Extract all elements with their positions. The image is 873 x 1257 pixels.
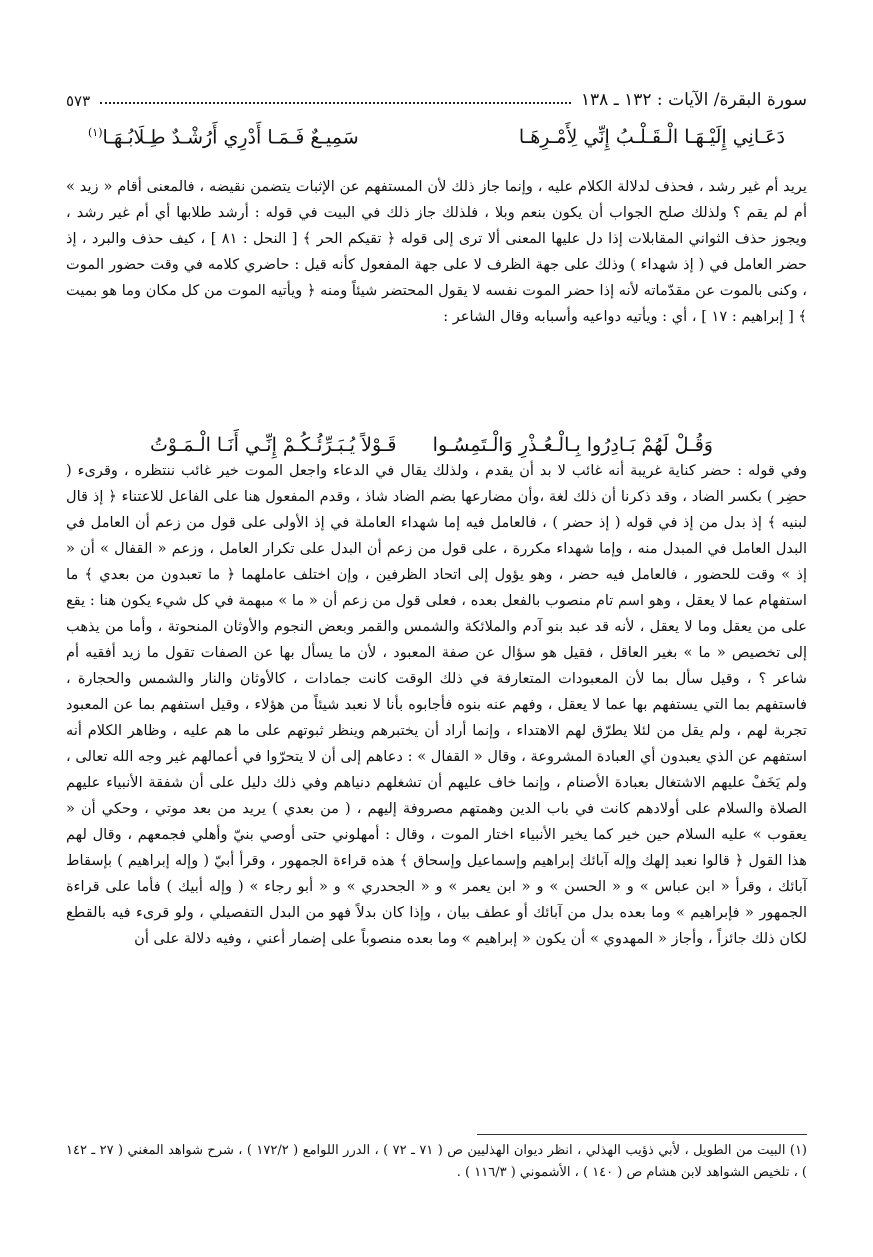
surah-title: سورة البقرة/ الآيات : ١٣٢ ـ ١٣٨ [580, 90, 807, 110]
leader-dots [100, 102, 571, 104]
body-paragraph-2: وفي قوله : حضر كناية غريبة أنه غائب لا بد أن يقدم ، ولذلك يقال في الدعاء واجعل الموت خير غائب ننتظره ، وقرىء ( حضِر ) بكسر الضاد ، وقد ذكرنا أن ذلك لغة ،وأن مضارعها بضم الضاد شاذ ، وقدم المفعول هنا على الفاعل للاعتناء ﴿ إذ قال لبنيه ﴾ إذ بدل من إذ في قوله ( إذ حضر ) ، فالعامل فيه إما شهداء العاملة في إذ الأولى على قول من زعم أن العامل في البدل العامل في المبدل منه ، وإما شهداء مكررة ، على قول من زعم أن البدل على تكرار العامل ، وزعم « القفال » أن « إذ » وقت للحضور ، فالعامل فيه حضر ، وهو يؤول إلى اتحاد الظرفين ، وإن اختلف عاملهما ﴿ ما تعبدون من بعدي ﴾ ما استفهام عما لا يعقل ، وهو اسم تام منصوب بالفعل بعده ، فعلى قول من زعم أن « ما » مبهمة في كل شيء يكون هنا : يقع على من يعقل وما لا يعقل ، لأنه قد عبد بنو آدم والملائكة والشمس والقمر وبعض النجوم والأوثان المنحوتة ، وأما من يذهب إلى تخصيص « ما » بغير العاقل ، فقيل هو سؤال عن صفة المعبود ، لأن ما يسأل بها عن الصفات تقول ما زيد أفقيه أم شاعر ؟ ، وقيل سأل بما لأن المعبودات المتعارفة في ذلك الوقت كانت جمادات ، كالأوثان والنار والشمس والحجارة ، فاستفهم بما التي يستفهم بها عما لا يعقل ، وفهم عنه بنوه فأجابوه بأنا لا نعبد شيئاً من هؤلاء ، وقيل استفهم بما عن المعبود تجربة لهم ، ولم يقل من لئلا يطرّق لهم الاهتداء ، وإنما أراد أن يختبرهم وينظر ثبوتهم على ما هم عليه ، وظاهر الكلام أنه استفهم عن الذي يعبدون أي العبادة المشروعة ، وقال « القفال » : دعاهم إلى أن لا يتحرّوا في أعمالهم غير وجه الله تعالى ، ولم يَخَفْ عليهم الاشتغال بعبادة الأصنام ، وإنما خاف عليهم أن تشغلهم دنياهم وفي ذلك دليل على أن شفقة الأنبياء عليهم الصلاة والسلام على أولادهم كانت في باب الدين وهمتهم مصروفة إليهم ، ( من بعدي ) يريد من بعد موتي ، وحكي أن « يعقوب » عليه السلام حين خير كما يخير الأنبياء اختار الموت ، وقال : أمهلوني حتى أوصي بنيّ وأهلي فجمعهم ، وقال لهم هذا القول ﴿ قالوا نعبد إلهك وإله آبائك إبراهيم وإسماعيل وإسحاق ﴾ هذه قراءة الجمهور ، وقرأ أبيّ ( وإله إبراهيم ) بإسقاط آبائك ، وقرأ « ابن عباس » و « الحسن » و « ابن يعمر » و « الجحدري » و « أبو رجاء » ( وإله أبيك ) فأما على قراءة الجمهور « فإبراهيم » وما بعده بدل من آبائك أو عطف بيان ، وإذا كان بدلاً فهو من البدل التفصيلي ، ولو قرىء فيه بالقطع لكان ذلك جائزاً ، وأجاز « المهدوي » أن يكون « إبراهيم » وما بعده منصوباً على إضمار أعني ، وفيه دلالة على أن [66, 462, 807, 947]
footnote-divider [477, 1134, 807, 1135]
body-paragraph-1: يريد أم غير رشد ، فحذف لدلالة الكلام عليه ، وإنما جاز ذلك لأن المستفهم عن الإثبات يتضمن نقيضه ، فالمعنى أقام « زيد » أم لم يقم ؟ ولذلك صلح الجواب أن يكون بنعم وبلا ، فلذلك جاز ذلك في البيت في قوله : أرشد طلابها أي أم غير رشد ، ويجوز حذف الثواني المقابلات إذا دل عليها المعنى ألا ترى إلى قوله ﴿ تقيكم الحر ﴾ [ النحل : ٨١ ] ، كيف حذف والبرد ، إذ حضر العامل في ( إذ شهداء ) وذلك على جهة الظرف لا على جهة المفعول كأنه قيل : حاضري كلامه في وقت حضور الموت ، وكنى بالموت عن مقدّماته لأنه إذا حضر الموت نفسه لا يقول المحتضر شيئاً ومنه ﴿ ويأتيه الموت من كل مكان وما هو بميت ﴾ [ إبراهيم : ١٧ ] ، أي : ويأتيه دواعيه وأسبابه وقال الشاعر : [66, 178, 807, 325]
footnote: (١) البيت من الطويل ، لأبي ذؤيب الهذلي ، انظر ديوان الهذليين ص ( ٧١ ـ ٧٢ ) ، الدرر اللوامع ( ١٧٢/٢ ) ، شرح شواهد المغني ( ٢٧ ـ ١٤٢ ) ، تلخيص الشواهد لابن هشام ص ( ١٤٠ ) ، الأشموني ( ١١٦/٣ ) . [66, 1143, 807, 1180]
footnote-reference: (١) [88, 125, 103, 139]
running-header [66, 84, 807, 110]
verse-2-first-hemistich: وَقُـلْ لَهُمْ بَـادِرُوا بِـالْـعُـذْرِ وَالْـتَمِسُـوا [432, 434, 713, 456]
verse-1-second-hemistich-text: سَمِيـعٌ فَـمَـا أَدْرِي أَرُشْـدٌ طِـلَابُـهَـا [102, 126, 359, 149]
verse-1-second-hemistich [88, 126, 359, 148]
poem-verse-1 [88, 120, 785, 154]
verse-2-second-hemistich: قَـوْلاً يُـبَـرِّئُـكُـمْ إِنِّـي أَنَـا الْـمَـوْتُ [150, 434, 397, 456]
page-number: ٥٧٣ [66, 92, 91, 110]
verse-1-first-hemistich: دَعَـانِي إِلَيْـهَـا الْـقَـلْـبُ إِنِّي لِأَمْـرِهَـا [518, 126, 785, 148]
poem-verse-2 [150, 428, 713, 462]
